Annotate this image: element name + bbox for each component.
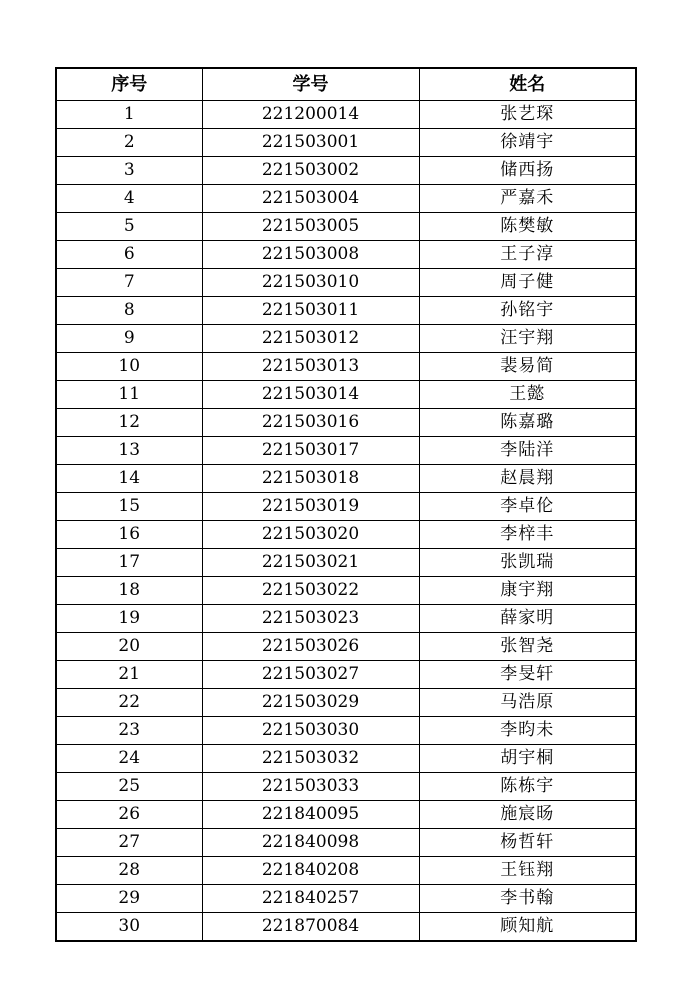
cell-index: 11 (56, 381, 202, 409)
table-row (56, 549, 636, 577)
cell-index: 22 (56, 689, 202, 717)
table-header (56, 68, 636, 101)
cell-index: 24 (56, 745, 202, 773)
cell-student-id: 221503032 (202, 745, 419, 773)
table-row (56, 213, 636, 241)
cell-student-id: 221200014 (202, 101, 419, 129)
column-header-name: 姓名 (419, 68, 636, 101)
column-header-index: 序号 (56, 68, 202, 101)
cell-name: 徐靖宇 (419, 129, 636, 157)
cell-index: 26 (56, 801, 202, 829)
cell-student-id: 221503033 (202, 773, 419, 801)
cell-student-id: 221503016 (202, 409, 419, 437)
table-row (56, 269, 636, 297)
cell-name: 康宇翔 (419, 577, 636, 605)
cell-name: 马浩原 (419, 689, 636, 717)
cell-student-id: 221870084 (202, 913, 419, 942)
cell-student-id: 221503030 (202, 717, 419, 745)
cell-name: 李书翰 (419, 885, 636, 913)
cell-index: 20 (56, 633, 202, 661)
cell-student-id: 221503022 (202, 577, 419, 605)
cell-name: 张艺琛 (419, 101, 636, 129)
table-row (56, 857, 636, 885)
table-row (56, 605, 636, 633)
cell-student-id: 221503012 (202, 325, 419, 353)
table-row (56, 325, 636, 353)
cell-name: 裴易简 (419, 353, 636, 381)
cell-name: 胡宇桐 (419, 745, 636, 773)
cell-index: 8 (56, 297, 202, 325)
cell-index: 3 (56, 157, 202, 185)
cell-name: 张凯瑞 (419, 549, 636, 577)
student-roster-table (55, 67, 637, 942)
cell-student-id: 221840257 (202, 885, 419, 913)
cell-index: 25 (56, 773, 202, 801)
table-row (56, 717, 636, 745)
cell-name: 李梓丰 (419, 521, 636, 549)
table-row (56, 353, 636, 381)
table-row (56, 661, 636, 689)
cell-student-id: 221503021 (202, 549, 419, 577)
cell-index: 18 (56, 577, 202, 605)
cell-name: 严嘉禾 (419, 185, 636, 213)
table-row (56, 577, 636, 605)
cell-index: 9 (56, 325, 202, 353)
cell-student-id: 221840095 (202, 801, 419, 829)
table-row (56, 409, 636, 437)
table-row (56, 381, 636, 409)
table-row (56, 129, 636, 157)
cell-name: 陈栋宇 (419, 773, 636, 801)
cell-student-id: 221503011 (202, 297, 419, 325)
cell-name: 薛家明 (419, 605, 636, 633)
cell-name: 赵晨翔 (419, 465, 636, 493)
cell-index: 30 (56, 913, 202, 942)
cell-student-id: 221503026 (202, 633, 419, 661)
cell-student-id: 221503014 (202, 381, 419, 409)
cell-name: 李卓伦 (419, 493, 636, 521)
cell-student-id: 221840098 (202, 829, 419, 857)
cell-name: 李旻轩 (419, 661, 636, 689)
cell-index: 1 (56, 101, 202, 129)
table-row (56, 185, 636, 213)
cell-index: 14 (56, 465, 202, 493)
cell-name: 李陆洋 (419, 437, 636, 465)
cell-student-id: 221503027 (202, 661, 419, 689)
cell-index: 16 (56, 521, 202, 549)
table-row (56, 689, 636, 717)
table-row (56, 241, 636, 269)
cell-index: 12 (56, 409, 202, 437)
cell-student-id: 221503008 (202, 241, 419, 269)
cell-name: 储西扬 (419, 157, 636, 185)
cell-name: 汪宇翔 (419, 325, 636, 353)
table-row (56, 801, 636, 829)
cell-student-id: 221503019 (202, 493, 419, 521)
table-row (56, 101, 636, 129)
table-row (56, 773, 636, 801)
cell-student-id: 221503023 (202, 605, 419, 633)
table-row (56, 829, 636, 857)
table-row (56, 465, 636, 493)
table-row (56, 885, 636, 913)
cell-index: 15 (56, 493, 202, 521)
cell-index: 19 (56, 605, 202, 633)
cell-index: 2 (56, 129, 202, 157)
cell-student-id: 221503002 (202, 157, 419, 185)
cell-name: 李昀未 (419, 717, 636, 745)
cell-name: 陈嘉璐 (419, 409, 636, 437)
cell-index: 27 (56, 829, 202, 857)
cell-student-id: 221503029 (202, 689, 419, 717)
cell-index: 13 (56, 437, 202, 465)
table-row (56, 745, 636, 773)
table-row (56, 633, 636, 661)
cell-student-id: 221503005 (202, 213, 419, 241)
cell-index: 29 (56, 885, 202, 913)
table-row (56, 157, 636, 185)
cell-name: 周子健 (419, 269, 636, 297)
cell-index: 28 (56, 857, 202, 885)
header-row (56, 68, 636, 101)
cell-name: 陈樊敏 (419, 213, 636, 241)
table-body (56, 101, 636, 942)
table-row (56, 493, 636, 521)
cell-student-id: 221503017 (202, 437, 419, 465)
cell-index: 7 (56, 269, 202, 297)
cell-name: 王懿 (419, 381, 636, 409)
cell-student-id: 221840208 (202, 857, 419, 885)
cell-student-id: 221503013 (202, 353, 419, 381)
cell-index: 17 (56, 549, 202, 577)
cell-name: 杨哲轩 (419, 829, 636, 857)
cell-name: 张智尧 (419, 633, 636, 661)
cell-student-id: 221503004 (202, 185, 419, 213)
cell-student-id: 221503010 (202, 269, 419, 297)
cell-student-id: 221503018 (202, 465, 419, 493)
column-header-student-id: 学号 (202, 68, 419, 101)
table-row (56, 437, 636, 465)
table-row (56, 521, 636, 549)
cell-index: 6 (56, 241, 202, 269)
cell-index: 5 (56, 213, 202, 241)
cell-name: 王钰翔 (419, 857, 636, 885)
cell-index: 23 (56, 717, 202, 745)
cell-student-id: 221503001 (202, 129, 419, 157)
cell-index: 4 (56, 185, 202, 213)
cell-index: 21 (56, 661, 202, 689)
cell-name: 王子淳 (419, 241, 636, 269)
table-row (56, 297, 636, 325)
cell-student-id: 221503020 (202, 521, 419, 549)
cell-name: 施宸旸 (419, 801, 636, 829)
cell-name: 顾知航 (419, 913, 636, 942)
cell-name: 孙铭宇 (419, 297, 636, 325)
table-row (56, 913, 636, 942)
cell-index: 10 (56, 353, 202, 381)
